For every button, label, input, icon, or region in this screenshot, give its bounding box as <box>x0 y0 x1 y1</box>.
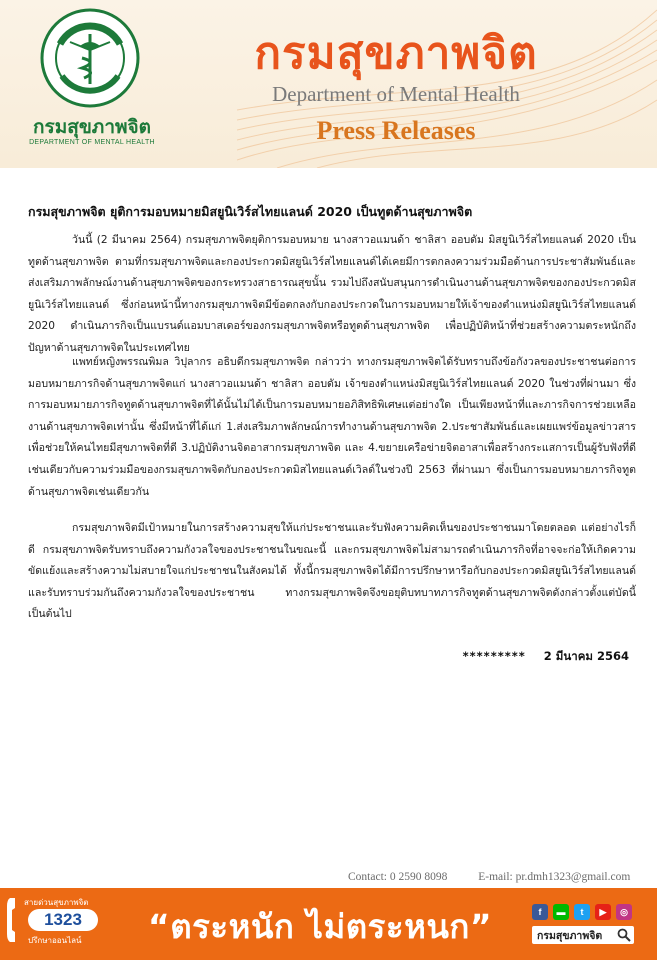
contact-line <box>348 871 644 883</box>
twitter-icon[interactable]: t <box>574 904 590 920</box>
hotline-badge[interactable] <box>6 894 110 954</box>
ministry-seal-icon <box>40 8 140 108</box>
signoff <box>463 648 629 666</box>
org-title-english: Department of Mental Health <box>272 82 520 106</box>
contact-phone: Contact: 0 2590 8098 <box>348 871 448 883</box>
line-icon[interactable]: ▬ <box>553 904 569 920</box>
hotline-number: 1323 <box>28 909 98 931</box>
paragraph-1: วันนี้ (2 มีนาคม 2564) กรมสุขภาพจิตยุติการมอบหมาย นางสาวอแมนด้า ชาลิสา ออบดัม มิสยูนิเวิร์สไทยแลนด์ 2020 เป็นทูตด้านสุขภาพจิต ตามที่กรมสุขภาพจิตและกองประกวดมิสยูนิเวิร์สไทยแลนด์ได้เคยมีการตกลงความร่วมมือด้านการประชาสัมพันธ์และส่งเสริมภาพลักษณ์งานด้านสุขภาพจิตของกระทรวงสาธารณสุขนั้น รวมไปถึงสนับสนุนการดำเนินงานด้านสุขภาพจิตของกองประกวดมิสยูนิเวิร์สไทยแลนด์ ซึ่งก่อนหน้านี้ทางกรมสุขภาพจิตมีข้อตกลงกับกองประกวดในการมอบหมายให้เจ้าของตำแหน่งมิสยูนิเวิร์สไทยแลนด์ 2020 ดำเนินภารกิจเป็นแบรนด์แอมบาสเดอร์ของกรมสุขภาพจิตหรือทูตด้านสุขภาพจิต เพื่อปฏิบัติหน้าที่ช่วยสร้างความตระหนักถึงปัญหาด้านสุขภาพจิตในประเทศไทย <box>28 234 636 354</box>
search-box-label: กรมสุขภาพจิต <box>537 930 603 942</box>
signoff-date: 2 มีนาคม 2564 <box>543 649 629 663</box>
contact-email[interactable]: E-mail: pr.dmh1323@gmail.com <box>478 871 631 883</box>
paragraph-2: แพทย์หญิงพรรณพิมล วิปุลากร อธิบดีกรมสุขภาพจิต กล่าวว่า ทางกรมสุขภาพจิตได้รับทราบถึงข้อกังวลของประชาชนต่อการมอบหมายภารกิจด้านสุขภาพจิตแก่ นางสาวอแมนด้า ชาลิสา ออบดัม เจ้าของตำแหน่งมิสยูนิเวิร์สไทยแลนด์ 2020 ในช่วงที่ผ่านมา ซึ่งการมอบหมายภารกิจทูตด้านสุขภาพจิตที่ได้นั้นไม่ได้เป็นการมอบหมายอภิสิทธิพิเศษแต่อย่างใด เป็นเพียงหน้าที่และภารกิจการช่วยเหลืองานด้านสุขภาพจิตเท่านั้น ซึ่งมีหน้าที่ได้แก่ 1.ส่งเสริมภาพลักษณ์การทำงานด้านสุขภาพจิต 2.ประชาสัมพันธ์และเผยแพร่ข้อมูลข่าวสารเพื่อช่วยให้คนไทยมีสุขภาพจิตที่ดี 3.ปฏิบัติงานจิตอาสากรมสุขภาพจิต และ 4.ขยายเครือข่ายจิตอาสาเพื่อสร้างกระแสการเป็นผู้รับฟังที่ดี เช่นเดียวกับความร่วมมือของกรมสุขภาพจิตกับกองประกวดมิสไทยแลนด์เวิลด์ในช่วงปี 2563 ที่ผ่านมา ซึ่งเป็นการมอบหมายภารกิจทูตด้านสุขภาพจิตเช่นเดียวกัน <box>28 356 636 498</box>
signoff-stars: ********* <box>462 649 526 663</box>
logo-name-english: DEPARTMENT OF MENTAL HEALTH <box>29 139 155 146</box>
press-release-title: กรมสุขภาพจิต ยุติการมอบหมายมิสยูนิเวิร์สไทยแลนด์ 2020 เป็นทูตด้านสุขภาพจิต <box>28 204 473 219</box>
search-box[interactable] <box>532 926 634 944</box>
section-label: Press Releases <box>316 116 476 145</box>
facebook-icon[interactable]: f <box>532 904 548 920</box>
page-footer <box>0 888 657 960</box>
hotline-online-label: ปรึกษาออนไลน์ <box>28 936 82 945</box>
footer-slogan: “ตระหนัก ไม่ตระหนก” <box>148 907 493 946</box>
page-header <box>0 0 657 168</box>
instagram-icon[interactable]: ◎ <box>616 904 632 920</box>
hotline-label: สายด่วนสุขภาพจิต <box>24 898 89 907</box>
social-links <box>532 904 632 920</box>
logo-name-thai: กรมสุขภาพจิต <box>32 116 151 138</box>
phone-handset-icon <box>6 896 22 944</box>
dmh-logo <box>22 8 162 158</box>
org-title-thai: กรมสุขภาพจิต <box>254 28 538 79</box>
youtube-icon[interactable]: ▶ <box>595 904 611 920</box>
paragraph-3: กรมสุขภาพจิตมีเป้าหมายในการสร้างความสุขให้แก่ประชาชนและรับฟังความคิดเห็นของประชาชนมาโดยตลอด แต่อย่างไรก็ดี กรมสุขภาพจิตรับทราบถึงความกังวลใจของประชาชนในขณะนี้ และกรมสุขภาพจิตไม่สามารถดำเนินภารกิจที่อาจจะก่อให้เกิดความขัดแย้งและสร้างความไม่สบายใจแก่ประชาชนในสังคมได้ ทั้งนี้กรมสุขภาพจิตได้มีการปรึกษาหารือกับกองประกวดมิสยูนิเวิร์สไทยแลนด์และรับทราบร่วมกันถึงความกังวลใจของประชาชน ทางกรมสุขภาพจิตจึงขอยุติบทบาทภารกิจทูตด้านสุขภาพจิตดังกล่าวตั้งแต่บัดนี้เป็นต้นไป <box>28 522 636 621</box>
search-icon <box>617 928 631 942</box>
